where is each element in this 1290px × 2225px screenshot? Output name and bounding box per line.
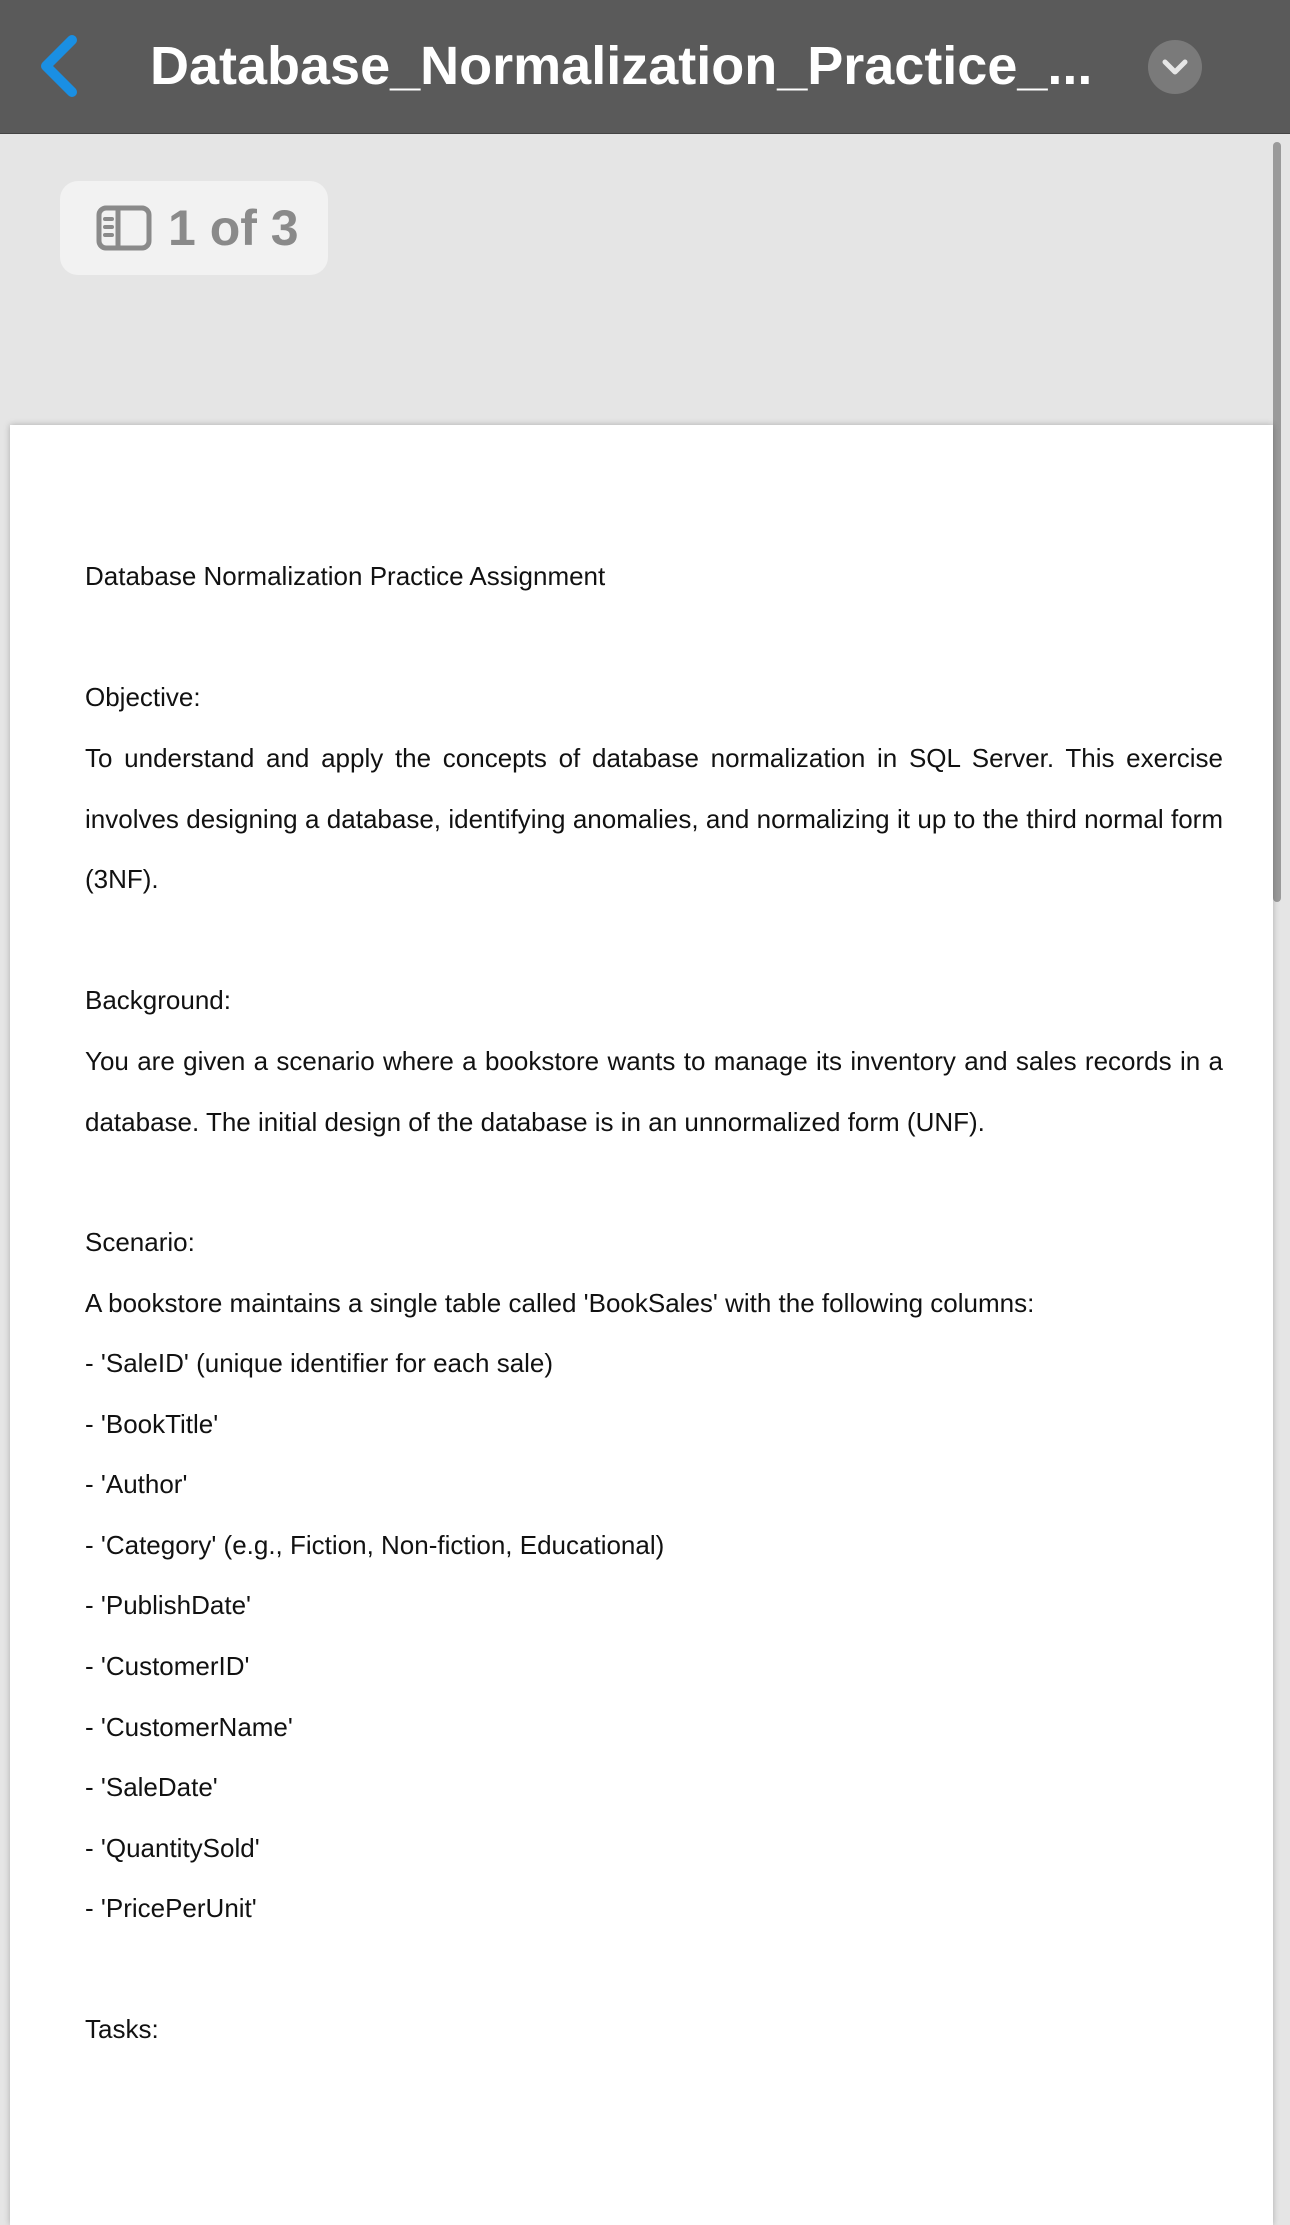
column-item: - 'PublishDate' [85,1590,252,1620]
column-item: - 'Author' [85,1469,188,1499]
chevron-left-icon [30,30,90,102]
page-indicator[interactable] [60,181,328,275]
column-item: - 'PricePerUnit' [85,1893,257,1923]
document-page [10,425,1273,2225]
objective-text: To understand and apply the concepts of database normalization in SQL Server. This exercise involves designing a database, identifying anomalies, and normalizing it up to the third normal form (3NF). [85,743,1223,894]
scenario-heading: Scenario: [85,1227,195,1257]
top-bar [0,0,1290,134]
scenario-intro: A bookstore maintains a single table called 'BookSales' with the following columns: [85,1288,1035,1318]
column-item: - 'SaleDate' [85,1772,218,1802]
column-item: - 'BookTitle' [85,1409,219,1439]
column-item: - 'Category' (e.g., Fiction, Non-fiction, Educational) [85,1530,665,1560]
background-heading: Background: [85,985,231,1015]
column-item: - 'CustomerName' [85,1712,293,1742]
doc-title: Database Normalization Practice Assignment [85,561,606,591]
background-text: You are given a scenario where a bookstore wants to manage its inventory and sales records in a database. The initial design of the database is in an unnormalized form (UNF). [85,1046,1223,1137]
tasks-heading: Tasks: [85,2014,159,2044]
title-menu-button[interactable] [1148,40,1202,94]
column-item: - 'SaleID' (unique identifier for each sale) [85,1348,554,1378]
page-indicator-label: 1 of 3 [168,200,299,256]
scrollbar-thumb[interactable] [1273,142,1281,902]
column-item: - 'QuantitySold' [85,1833,260,1863]
column-item: - 'CustomerID' [85,1651,250,1681]
back-button[interactable] [30,30,90,102]
objective-heading: Objective: [85,682,201,712]
document-title: Database_Normalization_Practice_... [150,36,1093,96]
sidebar-panel-icon [96,205,152,251]
chevron-down-icon [1148,40,1202,94]
